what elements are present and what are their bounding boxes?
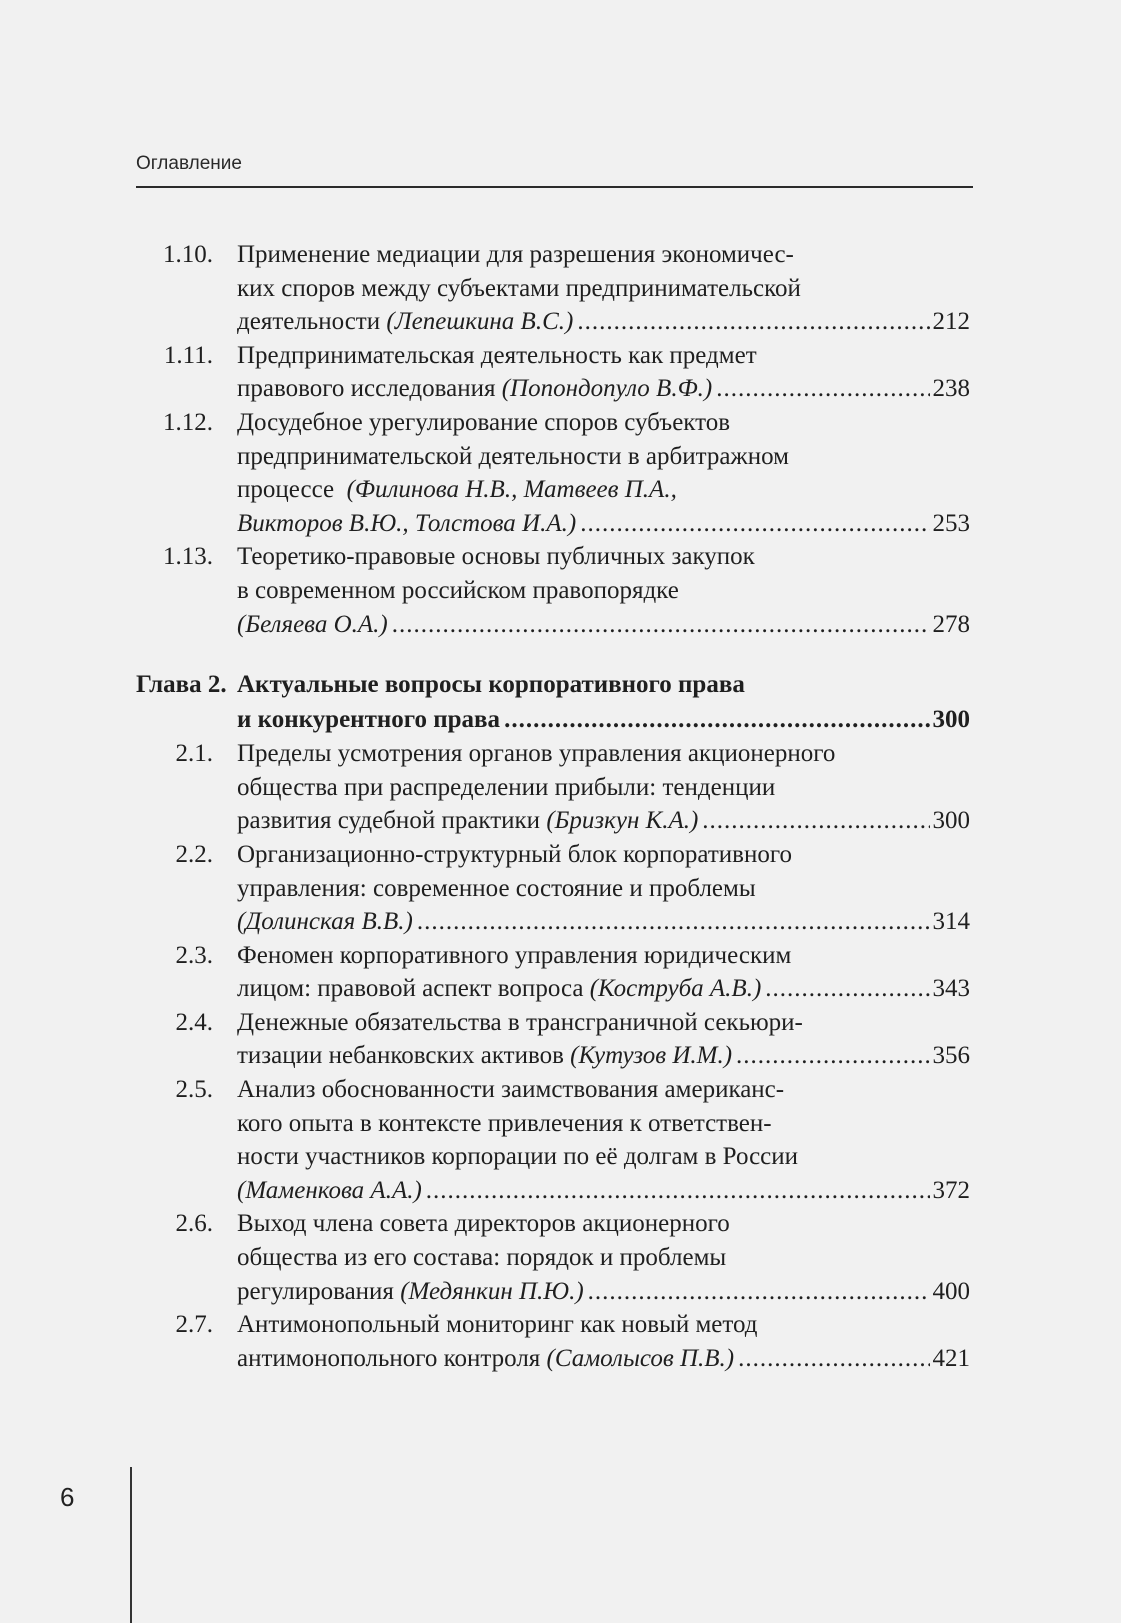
toc-entry-title-line: ности участников корпорации по её долгам в России [237,1143,799,1171]
toc-entry-page: 356 [932,1042,970,1070]
toc-entry-title-line: Анализ обоснованности заимствования американс- [237,1076,785,1104]
chapter-number: Глава 2. [136,671,227,699]
toc-entry-title-line: Теоретико-правовые основы публичных закупок [237,543,755,571]
toc-entry-title-line: Организационно-структурный блок корпоративного [237,840,792,868]
toc-entry-page: 372 [932,1176,970,1204]
toc-entry-author: (Самолысов П.В.) [546,1344,735,1372]
header-rule [136,186,973,188]
dot-leader [392,608,930,642]
toc-entry-title-line: Предпринимательская деятельность как предмет [237,341,757,369]
toc-entry-number: 2.2. [175,840,213,868]
dot-leader [765,972,929,1006]
toc-entry-2-7[interactable] [136,1308,970,1375]
toc-entry-author: Викторов В.Ю., Толстова И.А.) [237,509,577,537]
toc-entry-number: 2.7. [175,1311,213,1339]
toc-entry-number: 1.12. [163,408,213,436]
toc-entry-author: (Бризкун К.А.) [546,807,699,835]
running-head-title: Оглавление [136,153,242,174]
page-number: 6 [60,1482,75,1512]
toc-entry-title-line: Пределы усмотрения органов управления акционерного [237,740,836,768]
dot-leader [716,372,929,406]
toc-entry-title-line: общества при распределении прибыли: тенденции [237,773,776,801]
toc-entry-page: 300 [932,807,970,835]
toc-entry-title-line: антимонопольного контроля [237,1344,541,1372]
footer-vertical-rule [130,1467,132,1623]
toc-entry-title-line: общества из его состава: порядок и проблемы [237,1244,727,1272]
chapter-title-line: Актуальные вопросы корпоративного права [237,671,745,699]
toc-entry-1-10[interactable] [136,238,970,339]
toc-entry-author: (Лепешкина В.С.) [386,308,574,336]
toc-entry-title-line: Досудебное урегулирование споров субъектов [237,408,731,436]
toc-entry-number: 2.5. [175,1076,213,1104]
toc-entry-title-line: процессе [237,476,335,504]
toc-entry-page: 343 [932,975,970,1003]
toc-entry-page: 400 [932,1277,970,1305]
toc-entry-author: (Долинская В.В.) [237,908,413,936]
toc-entry-title-line: Выход члена совета директоров акционерного [237,1210,730,1238]
toc-entry-1-11[interactable] [136,339,970,406]
dot-leader [702,804,929,838]
toc-entry-title-line: деятельности [237,308,381,336]
chapter-title-line: и конкурентного права [237,706,501,734]
toc-chapter-2[interactable] [136,667,970,737]
toc-entry-title-line: Феномен корпоративного управления юридическим [237,941,792,969]
toc-entry-title-line: регулирования [237,1277,394,1305]
toc-entry-2-3[interactable] [136,939,970,1006]
toc-entry-title-line: управления: современное состояние и проблемы [237,874,756,902]
toc-entry-title-line: в современном российском правопорядке [237,576,679,604]
toc-entry-2-1[interactable] [136,737,970,838]
dot-leader [417,905,930,939]
toc-entry-author: (Кутузов И.М.) [570,1042,733,1070]
toc-entry-title-line: кого опыта в контексте привлечения к ответствен- [237,1109,772,1137]
toc-entry-title-line: предпринимательской деятельности в арбитражном [237,442,789,470]
toc-entry-number: 1.11. [163,341,213,369]
dot-leader [580,507,929,541]
toc-entry-1-12[interactable] [136,406,970,540]
toc-entry-2-6[interactable] [136,1207,970,1308]
toc-entry-number: 2.4. [175,1008,213,1036]
toc-entry-page: 278 [932,610,970,638]
toc-entry-number: 2.1. [175,740,213,768]
toc-entry-page: 314 [932,908,970,936]
chapter-page: 300 [932,706,970,734]
toc-entry-2-5[interactable] [136,1073,970,1207]
toc-entry-author: (Попондопуло В.Ф.) [501,375,713,403]
toc-entry-number: 1.10. [163,241,213,268]
toc-entry-1-13[interactable] [136,540,970,641]
toc-entry-title-line: правового исследования [237,375,496,403]
toc-entry-title-line: ких споров между субъектами предпринимательской [237,274,801,302]
toc-entry-page: 253 [932,509,970,537]
toc-entry-title-line: Антимонопольный мониторинг как новый метод [237,1311,758,1339]
toc-entry-author: (Беляева О.А.) [237,610,388,638]
toc-entry-number: 1.13. [163,543,213,571]
toc-entry-title-line: Денежные обязательства в трансграничной секьюри- [237,1008,803,1036]
dot-leader [736,1039,929,1073]
dot-leader [577,305,929,339]
toc-entry-author: (Маменкова А.А.) [237,1176,422,1204]
dot-leader [426,1174,930,1208]
toc-entry-title-line: лицом: правовой аспект вопроса [237,975,584,1003]
toc-entry-title-line: развития судебной практики [237,807,541,835]
table-of-contents [136,238,970,1375]
toc-entry-author: (Медянкин П.Ю.) [400,1277,584,1305]
toc-entry-title-line: Применение медиации для разрешения экономичес- [237,241,794,268]
dot-leader [504,702,929,737]
toc-entry-2-2[interactable] [136,838,970,939]
dot-leader [738,1342,929,1376]
toc-entry-author: (Филинова Н.В., Матвеев П.А., [346,476,677,504]
toc-entry-number: 2.6. [175,1210,213,1238]
toc-entry-2-4[interactable] [136,1006,970,1073]
toc-entry-author: (Коструба А.В.) [589,975,762,1003]
toc-entry-page: 421 [932,1344,970,1372]
toc-entry-number: 2.3. [175,941,213,969]
toc-entry-title-line: тизации небанковских активов [237,1042,564,1070]
toc-entry-page: 238 [932,375,970,403]
toc-entry-page: 212 [932,308,970,336]
dot-leader [588,1275,930,1309]
